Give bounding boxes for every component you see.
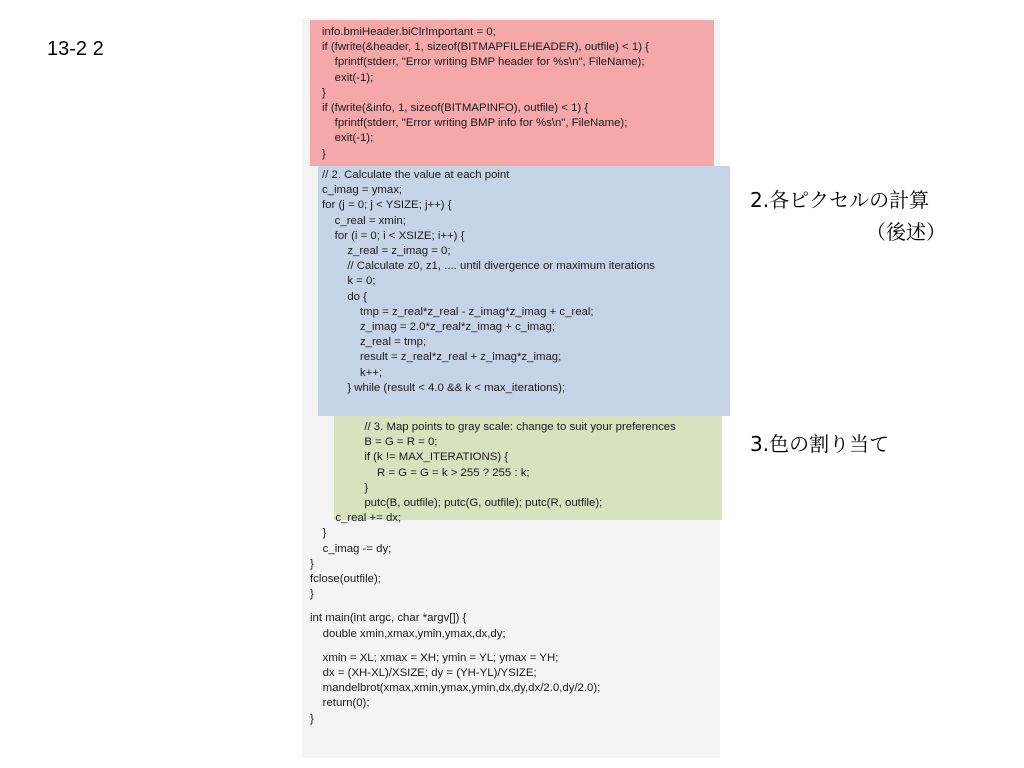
code-line: dx = (XH-XL)/XSIZE; dy = (YH-YL)/YSIZE; <box>310 667 537 679</box>
code-line: c_real += dx; <box>310 512 402 524</box>
code-line: } while (result < 4.0 && k < max_iterations); <box>322 382 566 394</box>
code-line: } <box>310 588 314 600</box>
code-line: for (i = 0; i < XSIZE; i++) { <box>322 230 465 242</box>
code-line: double xmin,xmax,ymin,ymax,dx,dy; <box>310 628 506 640</box>
code-line: k++; <box>322 367 383 379</box>
code-line: int main(int argc, char *argv[]) { <box>310 612 467 624</box>
code-line: c_real = xmin; <box>322 215 406 227</box>
slide-number: 13-2 2 <box>47 38 104 60</box>
code-line: } <box>322 87 326 99</box>
code-line: z_imag = 2.0*z_real*z_imag + c_imag; <box>322 321 555 333</box>
code-line: return(0); <box>310 697 370 709</box>
code-line: R = G = G = k > 255 ? 255 : k; <box>339 467 530 479</box>
code-line: } <box>310 558 314 570</box>
code-line: } <box>339 482 369 494</box>
code-line: result = z_real*z_real + z_imag*z_imag; <box>322 351 562 363</box>
code-line: fclose(outfile); <box>310 573 381 585</box>
code-line: putc(B, outfile); putc(G, outfile); putc(R, outfile); <box>339 497 603 509</box>
code-line: c_imag = ymax; <box>322 184 403 196</box>
code-line: c_imag -= dy; <box>310 543 392 555</box>
code-line: info.bmiHeader.biClrImportant = 0; <box>322 26 496 38</box>
code-line: if (fwrite(&header, 1, sizeof(BITMAPFILEHEADER), outfile) < 1) { <box>322 41 649 53</box>
code-line: } <box>310 527 327 539</box>
code-line: exit(-1); <box>322 132 374 144</box>
code-line: // 3. Map points to gray scale: change to suit your preferences <box>339 421 676 433</box>
code-line: fprintf(stderr, "Error writing BMP header for %s\n", FileName); <box>322 56 645 68</box>
code-line: z_real = tmp; <box>322 336 427 348</box>
code-line: for (j = 0; j < YSIZE; j++) { <box>322 199 452 211</box>
code-line: exit(-1); <box>322 72 374 84</box>
code-line: tmp = z_real*z_real - z_imag*z_imag + c_real; <box>322 306 594 318</box>
code-line: z_real = z_imag = 0; <box>322 245 451 257</box>
code-line: // Calculate z0, z1, .... until divergence or maximum iterations <box>322 260 655 272</box>
code-line: if (k != MAX_ITERATIONS) { <box>339 451 509 463</box>
annotation-pixel-calc-note: （後述） <box>866 220 946 244</box>
code-line: } <box>310 713 314 725</box>
annotation-pixel-calc: 2.各ピクセルの計算 <box>750 188 930 212</box>
code-line: fprintf(stderr, "Error writing BMP info for %s\n", FileName); <box>322 117 628 129</box>
code-line: } <box>322 148 326 160</box>
code-line: k = 0; <box>322 275 376 287</box>
code-line: xmin = XL; xmax = XH; ymin = YL; ymax = YH; <box>310 652 559 664</box>
code-line: do { <box>322 291 367 303</box>
code-line: mandelbrot(xmax,xmin,ymax,ymin,dx,dy,dx/2.0,dy/2.0); <box>310 682 601 694</box>
code-line: B = G = R = 0; <box>339 436 438 448</box>
annotation-color-assign: 3.色の割り当て <box>750 432 890 456</box>
code-line: // 2. Calculate the value at each point <box>322 169 510 181</box>
code-line: if (fwrite(&info, 1, sizeof(BITMAPINFO), outfile) < 1) { <box>322 102 589 114</box>
